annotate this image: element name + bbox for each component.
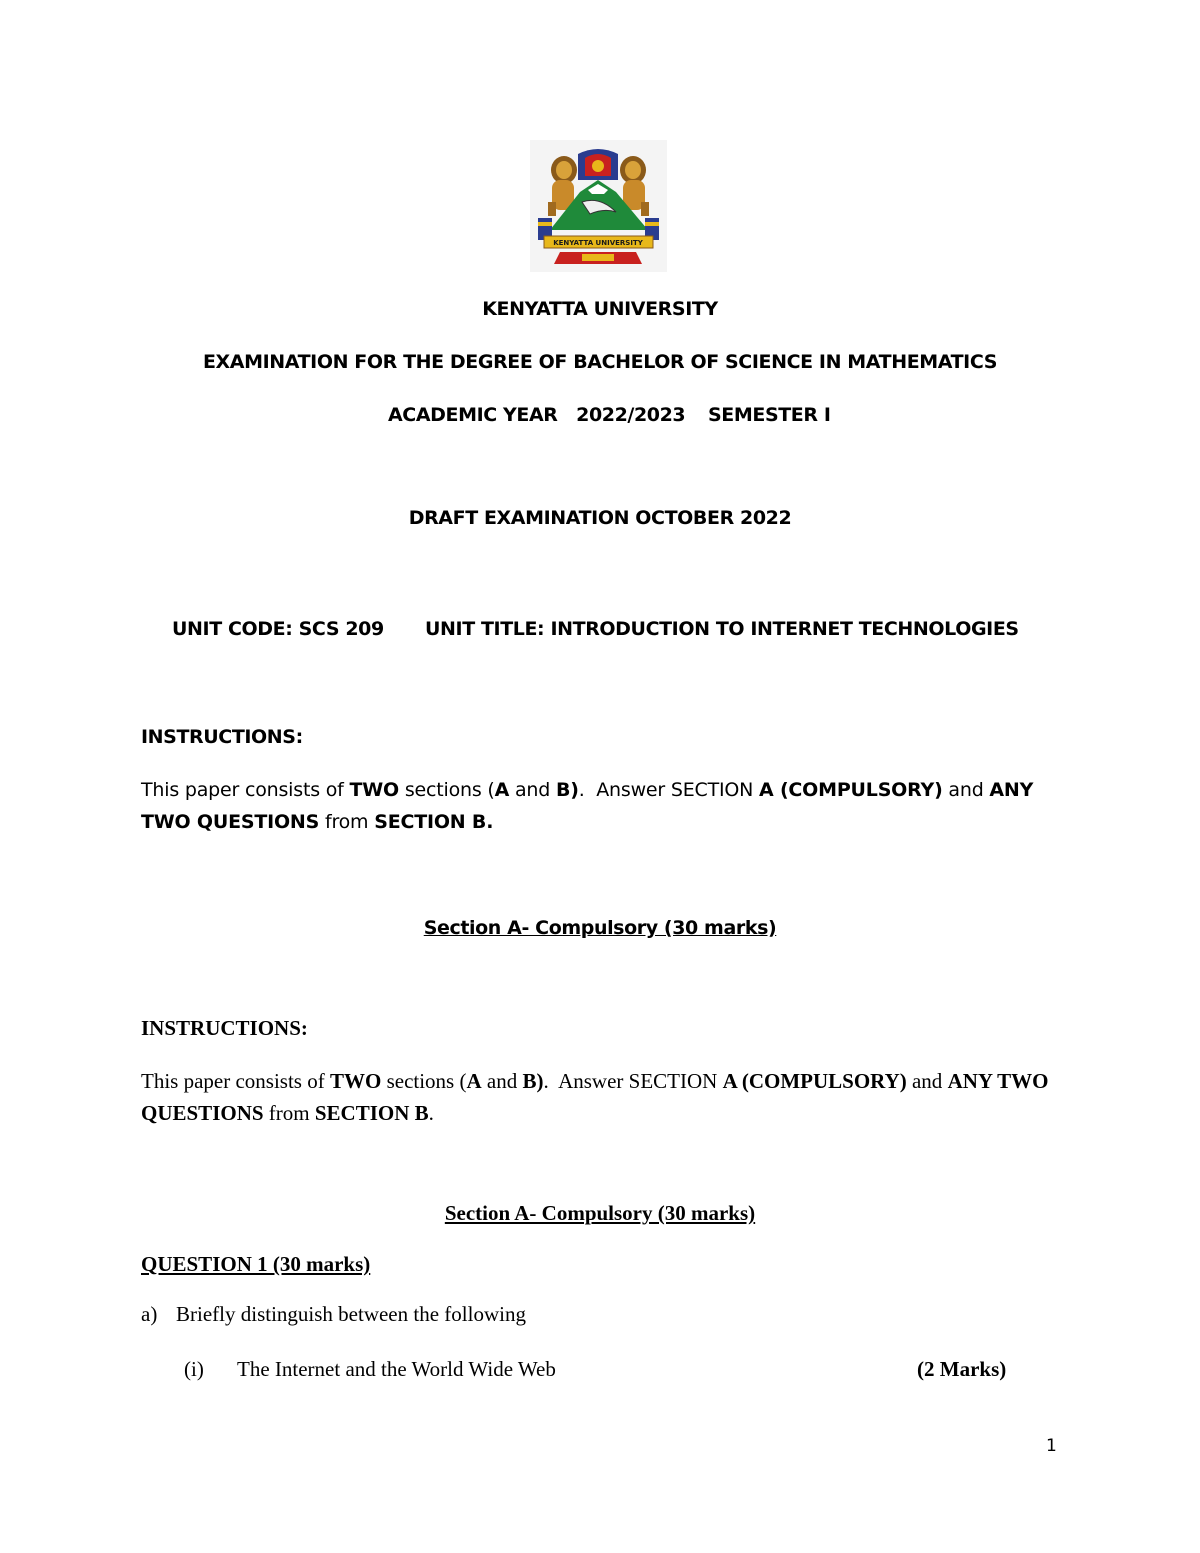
crest-banner-text: KENYATTA UNIVERSITY — [553, 239, 643, 247]
instructions-heading: INSTRUCTIONS: — [141, 726, 303, 748]
question-1-heading: QUESTION 1 (30 marks) — [141, 1252, 371, 1276]
section-a-heading: Section A- Compulsory (30 marks) — [444, 1201, 756, 1225]
item-i-marks: (2 Marks) — [917, 1357, 1007, 1381]
university-name: KENYATTA UNIVERSITY — [482, 298, 718, 320]
unit-code: UNIT CODE: SCS 209 — [172, 618, 384, 640]
instructions-paragraph: This paper consists of TWO sections (A and B). Answer SECTION A (COMPULSORY) and ANY TWO QUESTIONS from SECTION B. — [141, 779, 1034, 833]
item-i-label: (i) — [184, 1357, 204, 1381]
part-a-label: a) — [141, 1302, 158, 1326]
exam-degree-title: EXAMINATION FOR THE DEGREE OF BACHELOR OF SCIENCE IN MATHEMATICS — [202, 351, 998, 373]
shield-icon — [578, 149, 618, 180]
university-crest-logo — [530, 140, 667, 272]
part-a-text: Briefly distinguish between the following — [176, 1302, 526, 1326]
academic-year: ACADEMIC YEAR 2022/2023 — [388, 404, 686, 426]
section-a-heading: Section A- Compulsory (30 marks) — [423, 917, 777, 939]
unit-title: UNIT TITLE: INTRODUCTION TO INTERNET TECHNOLOGIES — [425, 618, 1019, 640]
draft-exam-label: DRAFT EXAMINATION OCTOBER 2022 — [408, 507, 792, 529]
instructions-paragraph: This paper consists of TWO sections (A and B). Answer SECTION A (COMPULSORY) and ANY TWO QUESTIONS from SECTION B. — [141, 1069, 1049, 1125]
semester: SEMESTER I — [708, 404, 831, 426]
page-number: 1 — [1046, 1436, 1057, 1456]
instructions-heading: INSTRUCTIONS: — [141, 1016, 308, 1040]
item-i-text: The Internet and the World Wide Web — [237, 1357, 556, 1381]
